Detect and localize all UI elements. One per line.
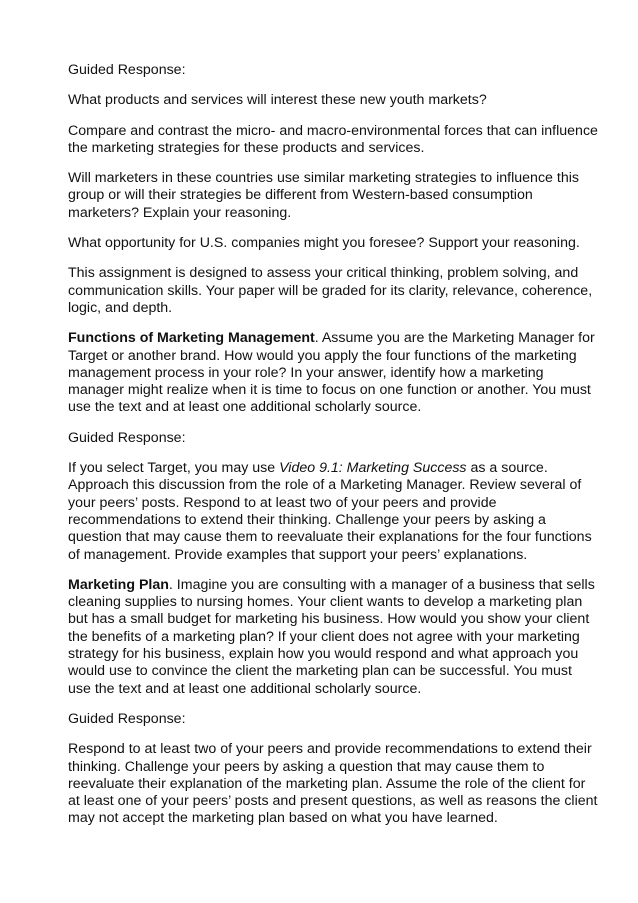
functions-of-marketing-text: . Assume you are the Marketing Manager for Target or another brand. How would you apply the four functions of the marketing management process in your role? In your answer, identify how a marketing manager might realize when it is time to focus on one function or another. You must use the text and at least one additional scholarly source. [68, 330, 595, 416]
target-guided-response-start: If you select Target, you may use [68, 460, 280, 477]
video-reference: Video 9.1: Marketing Success [279, 460, 467, 477]
assignment-description: This assignment is designed to assess your critical thinking, problem solving, and communication skills. Your paper will be graded for its clarity, relevance, coherence, logic, and depth. [68, 265, 593, 316]
guided-response-label-1: Guided Response: [68, 62, 186, 78]
marketing-plan-paragraph [68, 577, 598, 698]
guided-response-label-2: Guided Response: [68, 429, 186, 446]
question-marketers-strategies: Will marketers in these countries use similar marketing strategies to influence this group or will their strategies be different from Western-based consumption marketers? Explain your reasoning. [68, 170, 579, 221]
question-compare-contrast: Compare and contrast the micro- and macro-environmental forces that can influence the marketing strategies for these products and services. [68, 122, 598, 156]
marketing-plan-text: . Imagine you are consulting with a manager of a business that sells cleaning supplies to nursing homes. Your client wants to develop a marketing plan but has a small budget for marketing his business. How would you show your client the benefits of a marketing plan? If your client does not agree with your marketing strategy for his business, explain how you would respond and what approach you would use to convince the client the marketing plan can be successful. You must use the text and at least one additional scholarly source. [68, 576, 595, 697]
target-guided-response-rest: as a source. Approach this discussion from the role of a Marketing Manager. Review several of your peers’ posts. Respond to at least two of your peers and provide recommendations to extend their thinking. Challenge your peers by asking a question that may cause them to reevaluate their explanations for the four functions of management. Provide examples that support your peers’ explanations. [68, 460, 592, 563]
question-us-opportunity: What opportunity for U.S. companies might you foresee? Support your reasoning. [68, 235, 580, 252]
functions-of-marketing-paragraph [68, 330, 598, 416]
document-page [68, 62, 598, 841]
marketing-plan-heading: Marketing Plan [68, 576, 169, 593]
question-products-services: What products and services will interest these new youth markets? [68, 92, 487, 109]
guided-response-label-3: Guided Response: [68, 710, 186, 727]
final-guided-response: Respond to at least two of your peers and provide recommendations to extend their thinking. Challenge your peers by asking a question that may cause them to reevaluate their explanation of the marketing plan. Assume the role of the client for at least one of your peers’ posts and present questions, as well as reasons the client may not accept the marketing plan based on what you have learned. [68, 741, 598, 827]
target-guided-response [68, 460, 598, 564]
functions-of-marketing-heading: Functions of Marketing Management [68, 330, 315, 347]
